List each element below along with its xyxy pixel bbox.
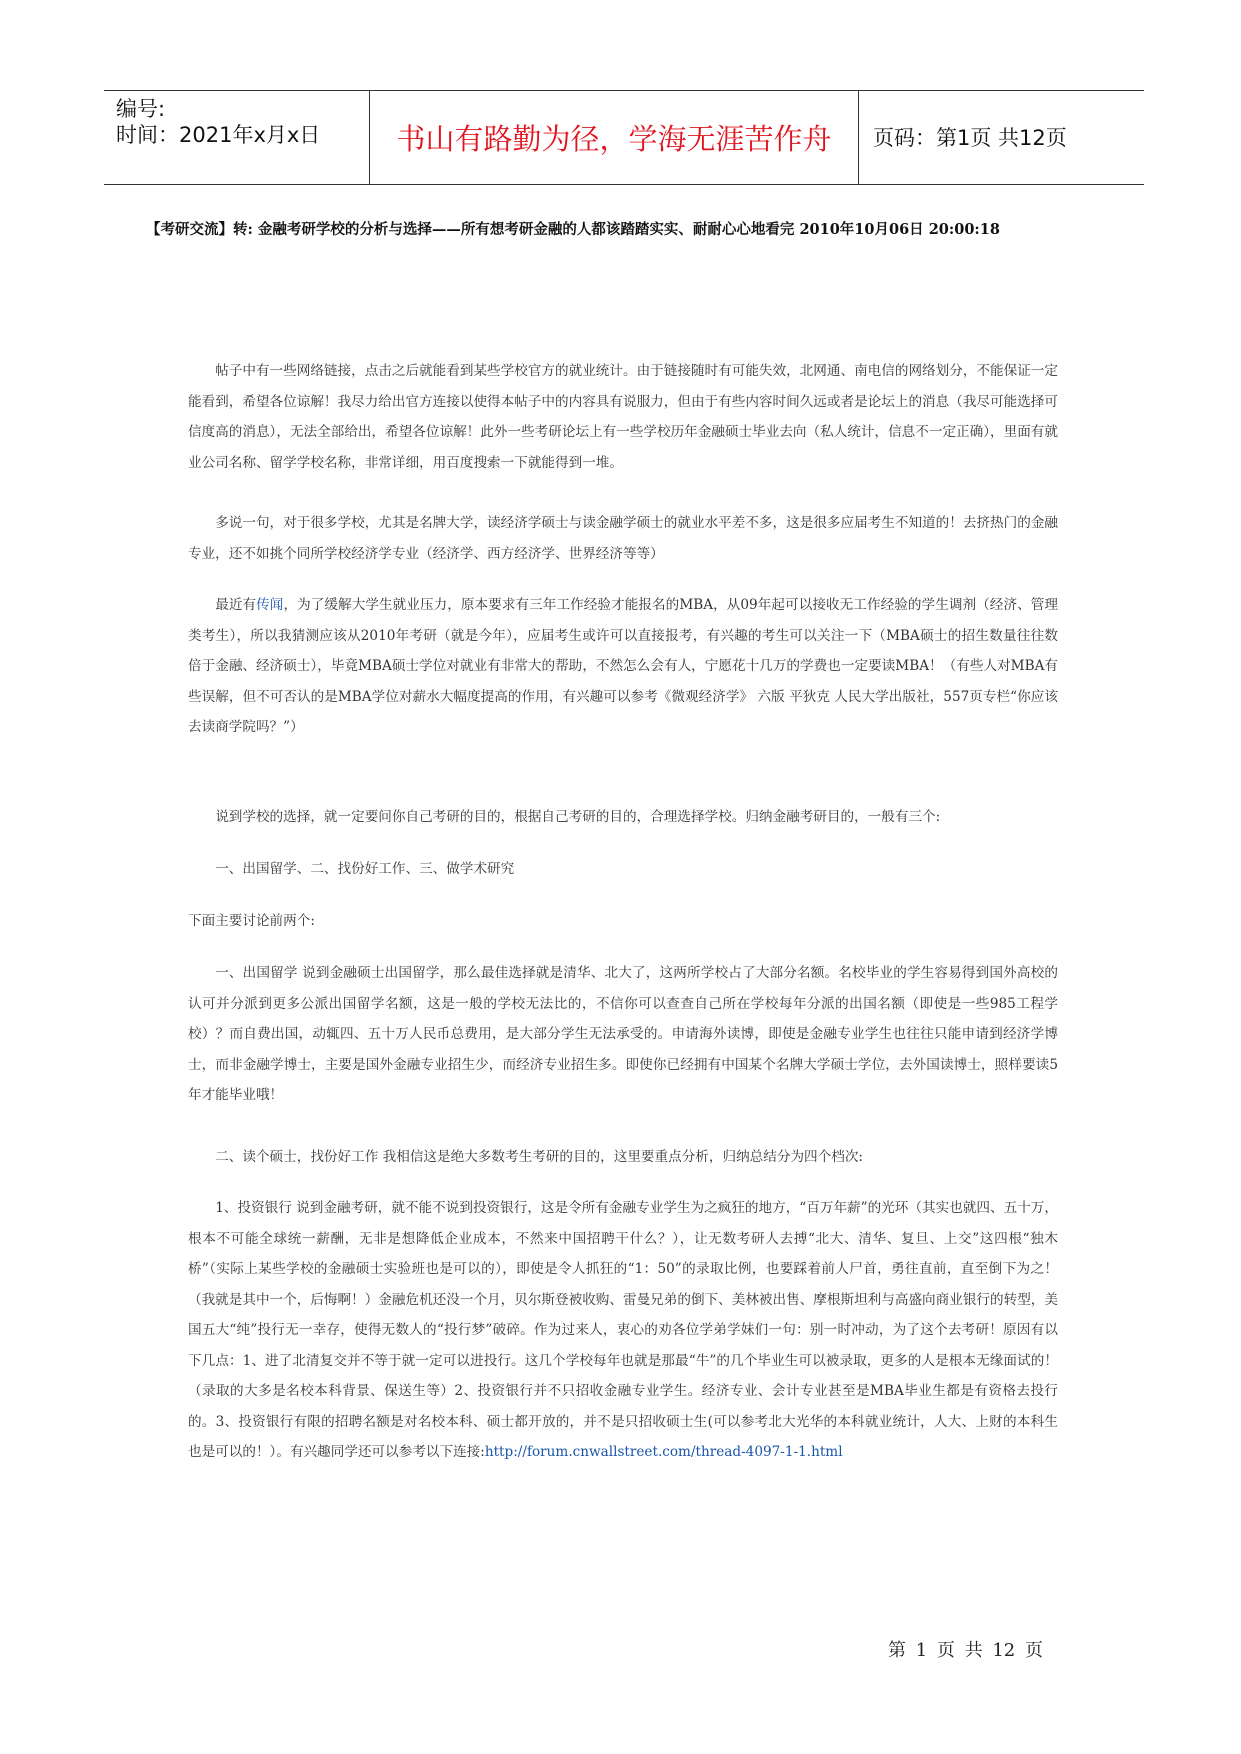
paragraph-2: 多说一句，对于很多学校，尤其是名牌大学，读经济学硕士与读金融学硕士的就业水平差不多，这是很多应届考生不知道的！去挤热门的金融专业，还不如挑个同所学校经济学专业（经济学、西方经济学、世界经济等等） xyxy=(188,515,1058,562)
rumor-link[interactable]: 传闻 xyxy=(256,597,284,613)
post-title: 【考研交流】转: 金融考研学校的分析与选择——所有想考研金融的人都该踏踏实实、耐耐心心地看完 2010年10月06日 20:00:18 xyxy=(146,221,1000,238)
forum-link[interactable]: http://forum.cnwallstreet.com/thread-4097-1-1.html xyxy=(484,1444,843,1460)
time-label: 时间：2021年x月x日 xyxy=(116,123,321,147)
header-page-cell xyxy=(859,91,1144,184)
paragraph-5: 一、出国留学、二、找份好工作、三、做学术研究 xyxy=(215,861,515,877)
page-footer: 第 1 页 共 12 页 xyxy=(888,1640,1043,1661)
paragraph-1: 帖子中有一些网络链接，点击之后就能看到某些学校官方的就业统计。由于链接随时有可能失效，北网通、南电信的网络划分，不能保证一定能看到，希望各位谅解！我尽力给出官方连接以使得本帖子中的内容具有说服力，但由于有些内容时间久远或者是论坛上的消息（我尽可能选择可信度高的消息），无法全部给出，希望各位谅解！此外一些考研论坛上有一些学校历年金融硕士毕业去向（私人统计，信息不一定正确），里面有就业公司名称、留学学校名称，非常详细，用百度搜索一下就能得到一堆。 xyxy=(188,363,1058,471)
paragraph-3-text-a: 最近有 xyxy=(215,597,257,613)
header-left-cell xyxy=(104,91,370,184)
paragraph-8: 二、读个硕士，找份好工作 我相信这是绝大多数考生考研的目的，这里要重点分析，归纳总结分为四个档次: xyxy=(215,1149,863,1165)
header-table xyxy=(104,90,1144,185)
paragraph-6: 下面主要讨论前两个: xyxy=(188,913,315,929)
header-motto-cell xyxy=(370,91,859,184)
page-info: 页码：第1页 共12页 xyxy=(873,126,1067,150)
paragraph-4: 说到学校的选择，就一定要问你自己考研的目的，根据自己考研的目的，合理选择学校。归纳金融考研目的，一般有三个: xyxy=(215,809,941,825)
paragraph-9 xyxy=(188,1193,1058,1468)
motto: 书山有路勤为径，学海无涯苦作舟 xyxy=(396,122,832,156)
paragraph-3-text-b: ，为了缓解大学生就业压力，原本要求有三年工作经验才能报名的MBA，从09年起可以接收无工作经验的学生调剂（经济、管理类考生），所以我猜测应该从2010年考研（就是今年），应届考生或许可以直接报考，有兴趣的考生可以关注一下（MBA硕士的招生数量往往数倍于金融、经济硕士），毕竟MBA硕士学位对就业有非常大的帮助，不然怎么会有人，宁愿花十几万的学费也一定要读MBA！（有些人对MBA有些误解，但不可否认的是MBA学位对薪水大幅度提高的作用，有兴趣可以参考《微观经济学》 六版 平狄克 人民大学出版社，557页专栏“你应该去读商学院吗？”） xyxy=(188,597,1059,735)
paragraph-7: 一、出国留学 说到金融硕士出国留学，那么最佳选择就是清华、北大了，这两所学校占了大部分名额。名校毕业的学生容易得到国外高校的认可并分派到更多公派出国留学名额，这是一般的学校无法比的，不信你可以查查自己所在学校每年分派的出国名额（即使是一些985工程学校）？而自费出国，动辄四、五十万人民币总费用，是大部分学生无法承受的。申请海外读博，即使是金融专业学生也往往只能申请到经济学博士，而非金融学博士，主要是国外金融专业招生少，而经济专业招生多。即使你已经拥有中国某个名牌大学硕士学位，去外国读博士，照样要读5年才能毕业哦！ xyxy=(188,965,1058,1103)
paragraph-3 xyxy=(188,590,1058,743)
paragraph-9-text-a: 1、投资银行 说到金融考研，就不能不说到投资银行，这是令所有金融专业学生为之疯狂的地方，“百万年薪”的光环（其实也就四、五十万，根本不可能全球统一薪酬，无非是想降低企业成本，不然来中国招聘干什么？），让无数考研人去搏“北大、清华、复旦、上交”这四根“独木桥”（实际上某些学校的金融硕士实验班也是可以的），即使是令人抓狂的“1：50”的录取比例，也要踩着前人尸首，勇往直前，直至倒下为之！（我就是其中一个，后悔啊！）金融危机还没一个月，贝尔斯登被收购、雷曼兄弟的倒下、美林被出售、摩根斯坦利与高盛向商业银行的转型，美国五大“纯”投行无一幸存，使得无数人的“投行梦”破碎。作为过来人，衷心的劝各位学弟学妹们一句：别一时冲动，为了这个去考研！原因有以下几点：1、进了北清复交并不等于就一定可以进投行。这几个学校每年也就是那最“牛”的几个毕业生可以被录取，更多的人是根本无缘面试的！（录取的大多是名校本科背景、保送生等）2、投资银行并不只招收金融专业学生。经济专业、会计专业甚至是MBA毕业生都是有资格去投行的。3、投资银行有限的招聘名额是对名校本科、硕士都开放的，并不是只招收硕士生(可以参考北大光华的本科就业统计，人大、上财的本科生也是可以的！）。有兴趣同学还可以参考以下连接: xyxy=(188,1200,1058,1460)
number-label: 编号: xyxy=(116,97,166,121)
